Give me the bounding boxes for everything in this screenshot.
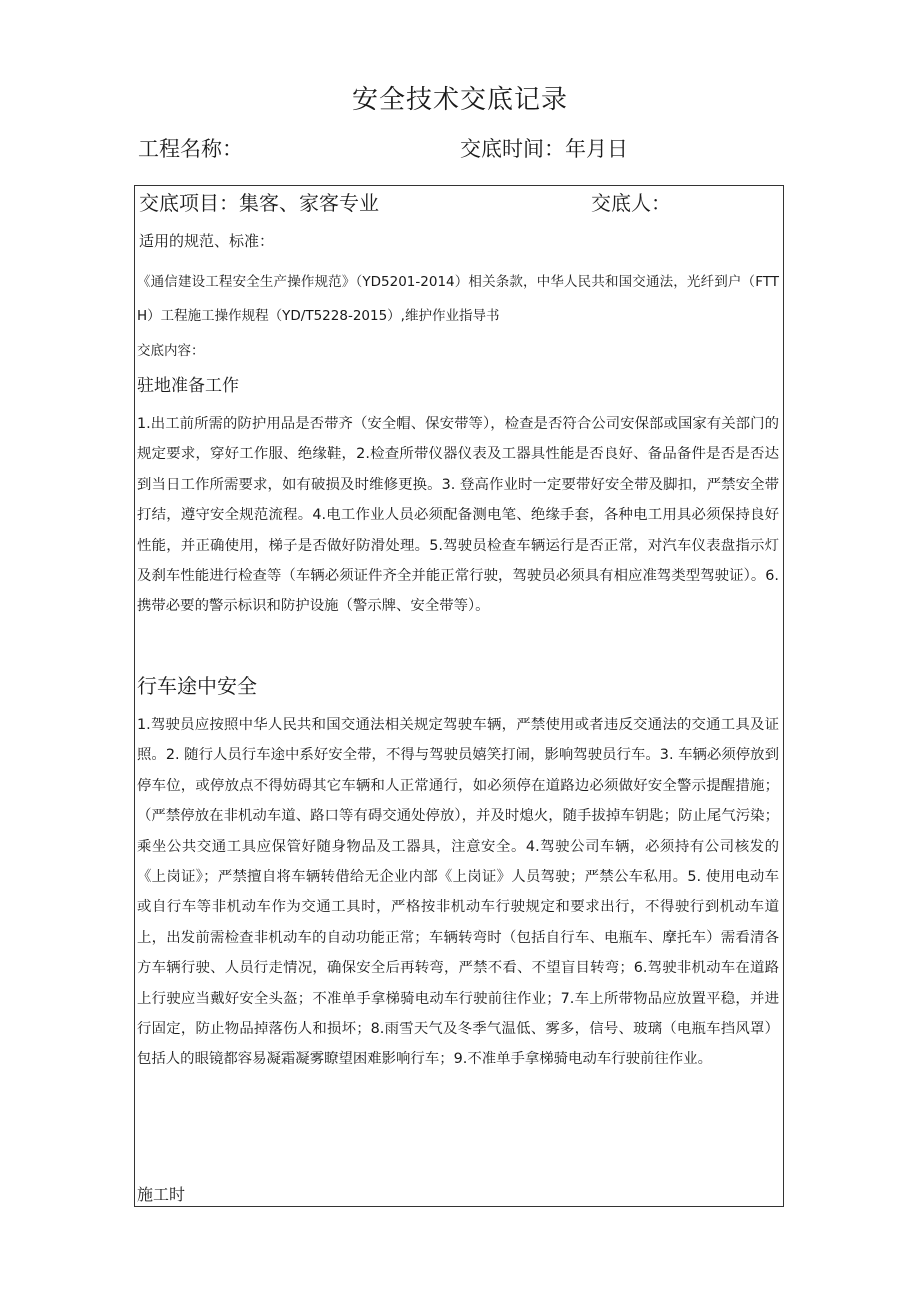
section-heading-site-preparation: 驻地准备工作 [137,376,239,396]
presenter-label: 交底人： [591,191,671,215]
section-text-site-preparation: 1.出工前所需的防护用品是否带齐（安全帽、保安带等），检查是否符合公司安保部或国家有关部门的规定要求，穿好工作服、绝缘鞋，2.检查所带仪器仪表及工器具性能是否良好、备品备件是否是否达到当日工作所需要求，如有破损及时维修更换。3. 登高作业时一定要带好安全带及脚扣，严禁安全带打结，遵守安全规范流程。4.电工作业人员必须配备测电笔、绝缘手套，各种电工用具必须保持良好性能，并正确使用，梯子是否做好防滑处理。5.驾驶员检查车辆运行是否正常，对汽车仪表盘指示灯及刹车性能进行检查等（车辆必须证件齐全并能正常行驶，驾驶员必须具有相应准驾类型驾驶证）。6. 携带必要的警示标识和防护设施（警示牌、安全带等）。 [137,416,779,615]
section-heading-driving-safety: 行车途中安全 [137,674,257,698]
content-label: 交底内容： [137,343,205,359]
document-title: 安全技术交底记录 [351,85,568,115]
briefing-item-label: 交底项目：集客、家客专业 [139,191,379,215]
project-name-label: 工程名称： [138,137,243,161]
record-table [134,185,784,1207]
section-heading-construction: 施工时 [137,1185,186,1204]
standards-label: 适用的规范、标准： [139,232,275,250]
standards-text: 《通信建设工程安全生产操作规范》（YD5201-2014）相关条款，中华人民共和国交通法，光纤到户（FTTH）工程施工操作规程（YD/T5228-2015）,维护作业指导书 [137,274,779,324]
briefing-time-label: 交底时间：年月日 [460,137,628,161]
section-text-driving-safety: 1.驾驶员应按照中华人民共和国交通法相关规定驾驶车辆，严禁使用或者违反交通法的交通工具及证照。2. 随行人员行车途中系好安全带，不得与驾驶员嬉笑打闹，影响驾驶员行车。3. 车辆必须停放到停车位，或停放点不得妨碍其它车辆和人正常通行，如必须停在道路边必须做好安全警示提醒措施；（严禁停放在非机动车道、路口等有碍交通处停放），并及时熄火，随手拔掉车钥匙；防止尾气污染；乘坐公共交通工具应保管好随身物品及工器具，注意安全。4.驾驶公司车辆，必须持有公司核发的《上岗证》；严禁擅自将车辆转借给无企业内部《上岗证》人员驾驶；严禁公车私用。5. 使用电动车或自行车等非机动车作为交通工具时，严格按非机动车行驶规定和要求出行，不得驶行到机动车道上，出发前需检查非机动车的自动功能正常；车辆转弯时（包括自行车、电瓶车、摩托车）需看清各方车辆行驶、人员行走情况，确保安全后再转弯，严禁不看、不望盲目转弯；6.驾驶非机动车在道路上行驶应当戴好安全头盔；不准单手拿梯骑电动车行驶前往作业；7.车上所带物品应放置平稳，并进行固定，防止物品掉落伤人和损坏；8.雨雪天气及冬季气温低、雾多，信号、玻璃（电瓶车挡风罩）包括人的眼镜都容易凝霜凝雾瞭望困难影响行车；9.不准单手拿梯骑电动车行驶前往作业。 [137,717,779,1068]
